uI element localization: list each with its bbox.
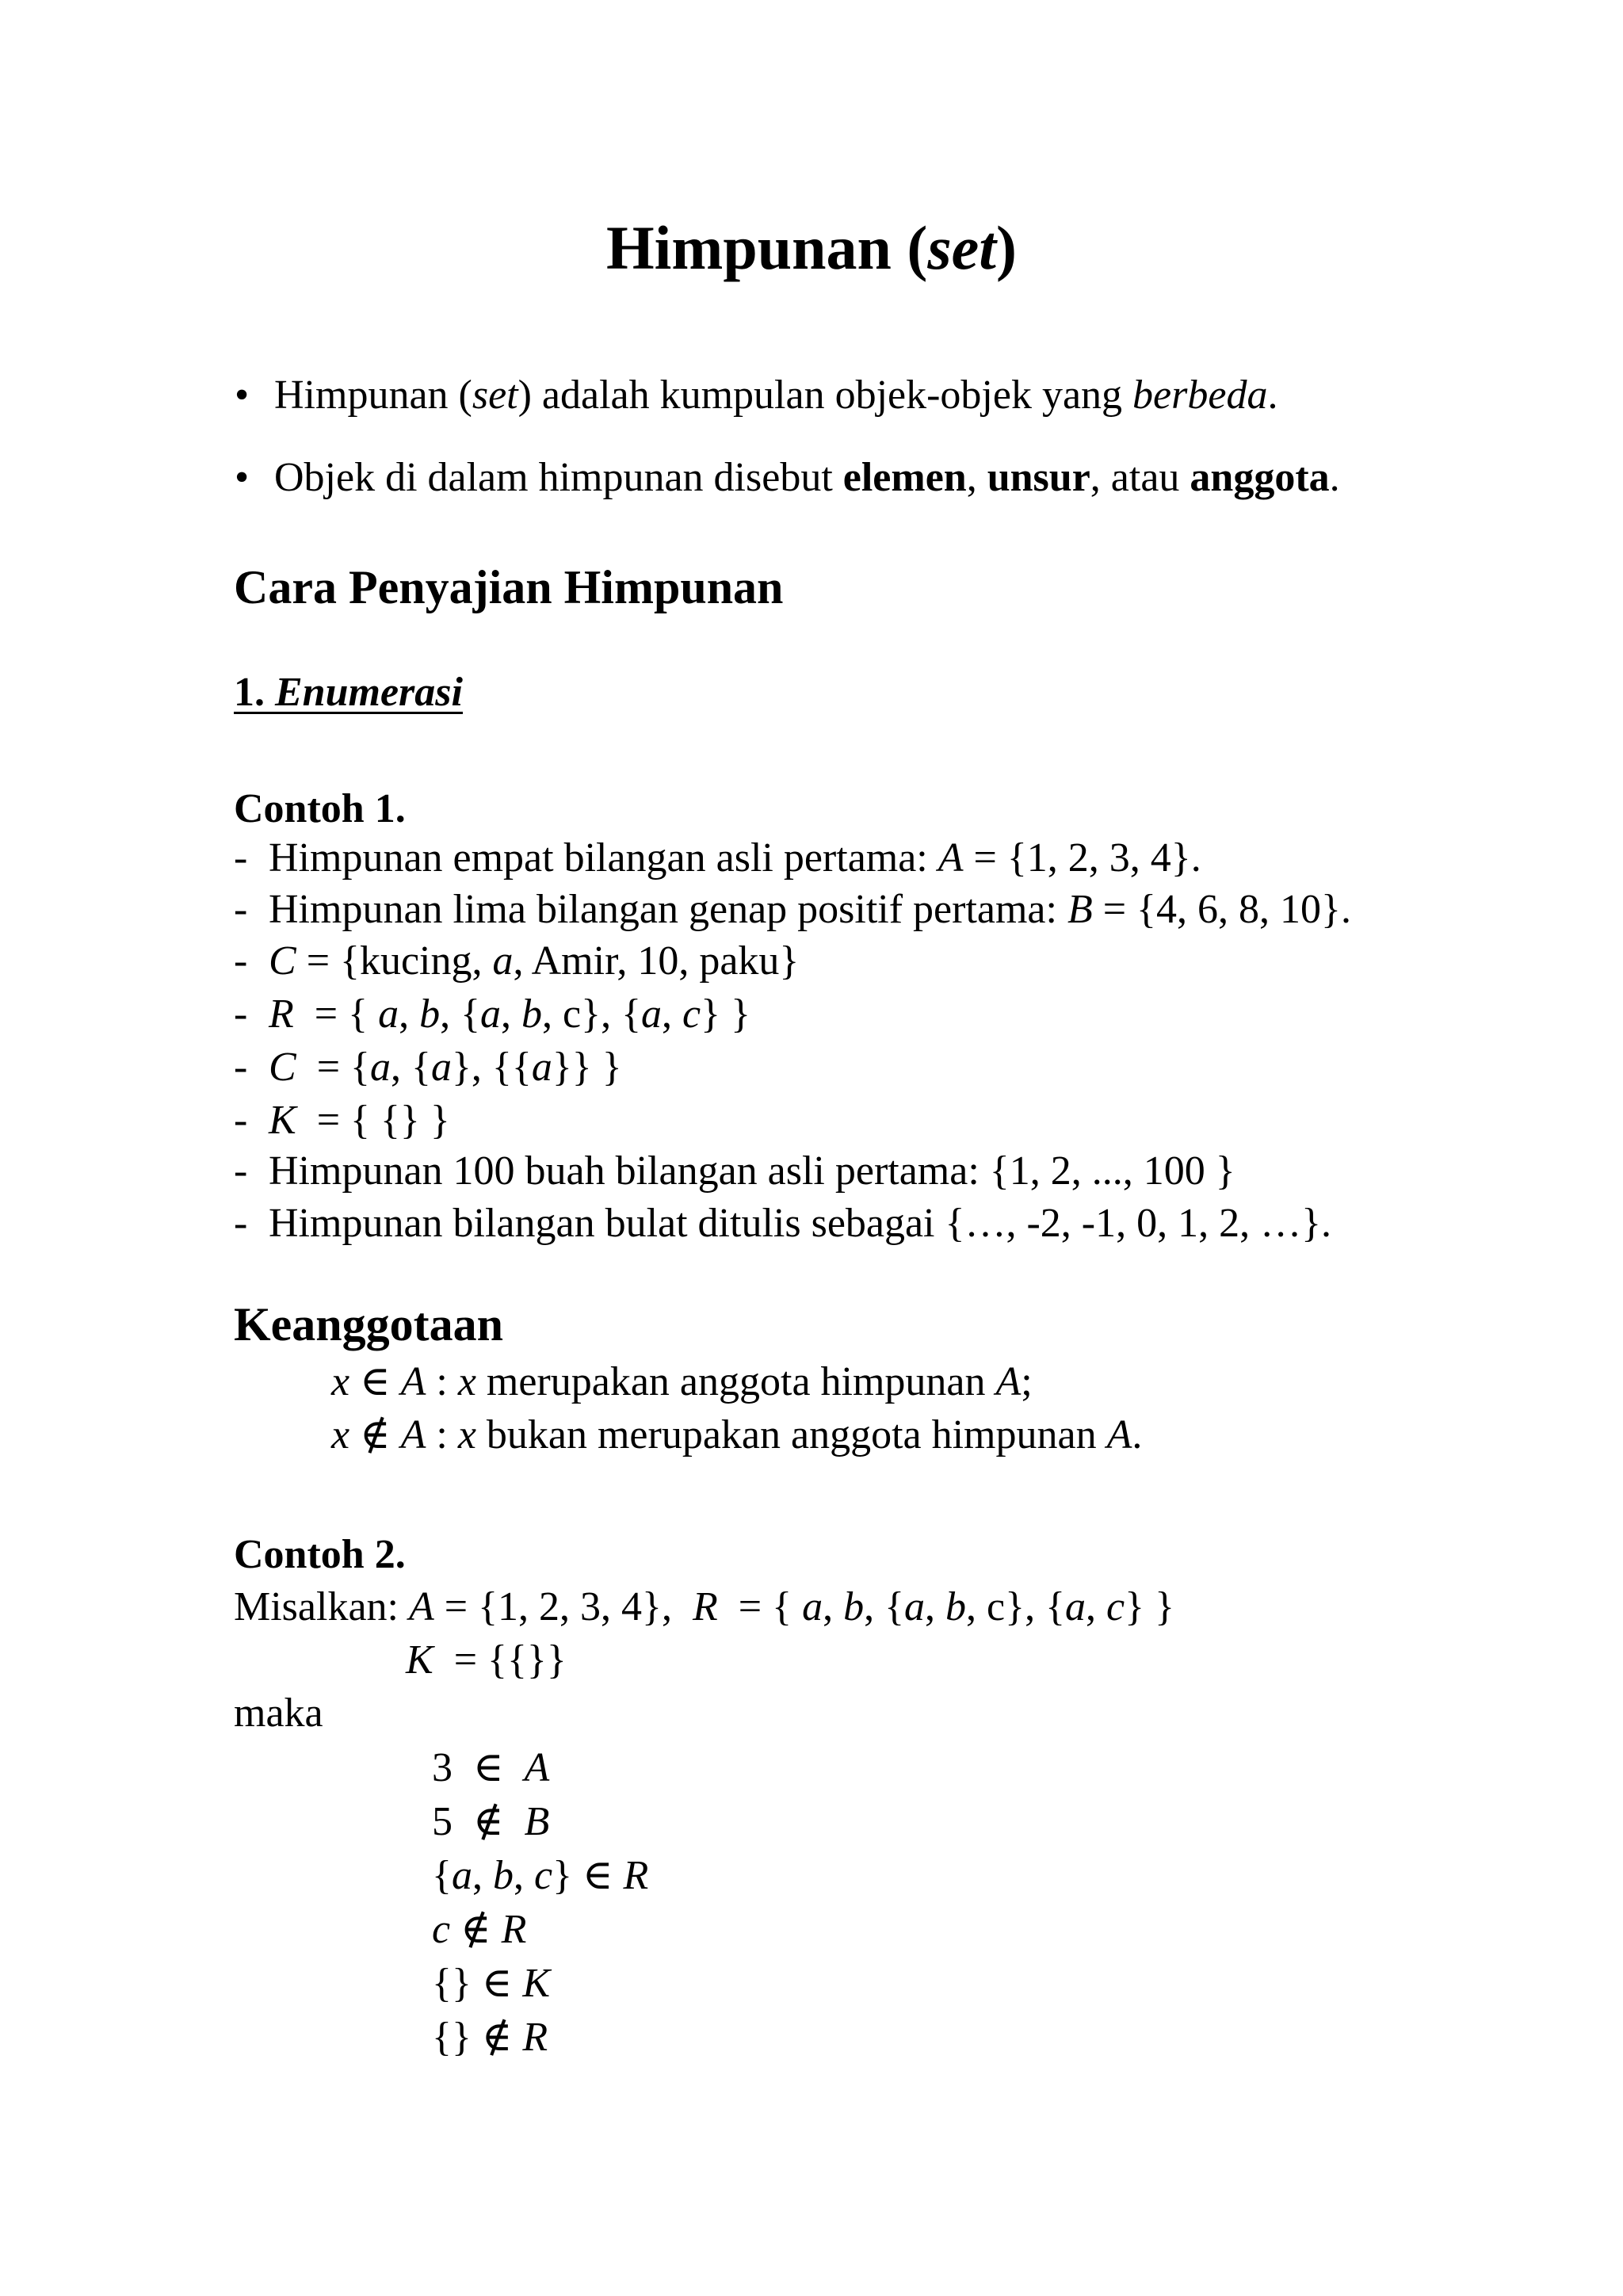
example2-result-1: 3 ∈ A <box>432 1745 550 1790</box>
example2-maka: maka <box>234 1690 323 1736</box>
bullet-icon: • <box>235 455 250 500</box>
example2-k-line: K = {{}} <box>406 1637 567 1683</box>
bullet-elements: • Objek di dalam himpunan disebut elemen, unsur, atau anggota. <box>235 453 1340 502</box>
page-title: Himpunan (set) <box>606 213 1017 282</box>
membership-line-2: x ∉ A : x bukan merupakan anggota himpunan A. <box>331 1412 1143 1457</box>
example2-result-3: {a, b, c} ∈ R <box>432 1853 649 1898</box>
membership-line-1: x ∈ A : x merupakan anggota himpunan A; <box>331 1359 1033 1404</box>
example2-misalkan-line: Misalkan: A = {1, 2, 3, 4}, R = { a, b, {a, b, c}, {a, c} } <box>234 1584 1175 1629</box>
example1-line-3: - C = {kucing, a, Amir, 10, paku} <box>234 938 800 984</box>
example2-result-6: {} ∉ R <box>432 2015 548 2060</box>
example1-line-7: - Himpunan 100 buah bilangan asli pertama: {1, 2, ..., 100 } <box>234 1148 1235 1194</box>
section-heading-keanggotaan: Keanggotaan <box>234 1298 504 1350</box>
example1-line-2: - Himpunan lima bilangan genap positif pertama: B = {4, 6, 8, 10}. <box>234 887 1351 932</box>
bullet-icon: • <box>235 372 250 418</box>
example1-line-4: - R = { a, b, {a, b, c}, {a, c} } <box>234 991 751 1037</box>
example1-line-6: - K = { {} } <box>234 1098 450 1143</box>
example1-line-5: - C = {a, {a}, {{a}} } <box>234 1045 622 1090</box>
section-heading-penyajian: Cara Penyajian Himpunan <box>234 561 784 613</box>
example2-result-5: {} ∈ K <box>432 1961 551 2006</box>
example-heading-1: Contoh 1. <box>234 786 406 831</box>
example1-line-8: - Himpunan bilangan bulat ditulis sebagai {…, -2, -1, 0, 1, 2, …}. <box>234 1201 1332 1246</box>
example2-result-2: 5 ∉ B <box>432 1799 550 1844</box>
subsection-heading-enumerasi: 1. Enumerasi <box>234 670 463 715</box>
bullet-definition: • Himpunan (set) adalah kumpulan objek-objek yang berbeda. <box>235 371 1277 420</box>
example1-line-1: - Himpunan empat bilangan asli pertama: A = {1, 2, 3, 4}. <box>234 835 1201 881</box>
example-heading-2: Contoh 2. <box>234 1532 406 1577</box>
example2-result-4: c ∉ R <box>432 1907 527 1952</box>
